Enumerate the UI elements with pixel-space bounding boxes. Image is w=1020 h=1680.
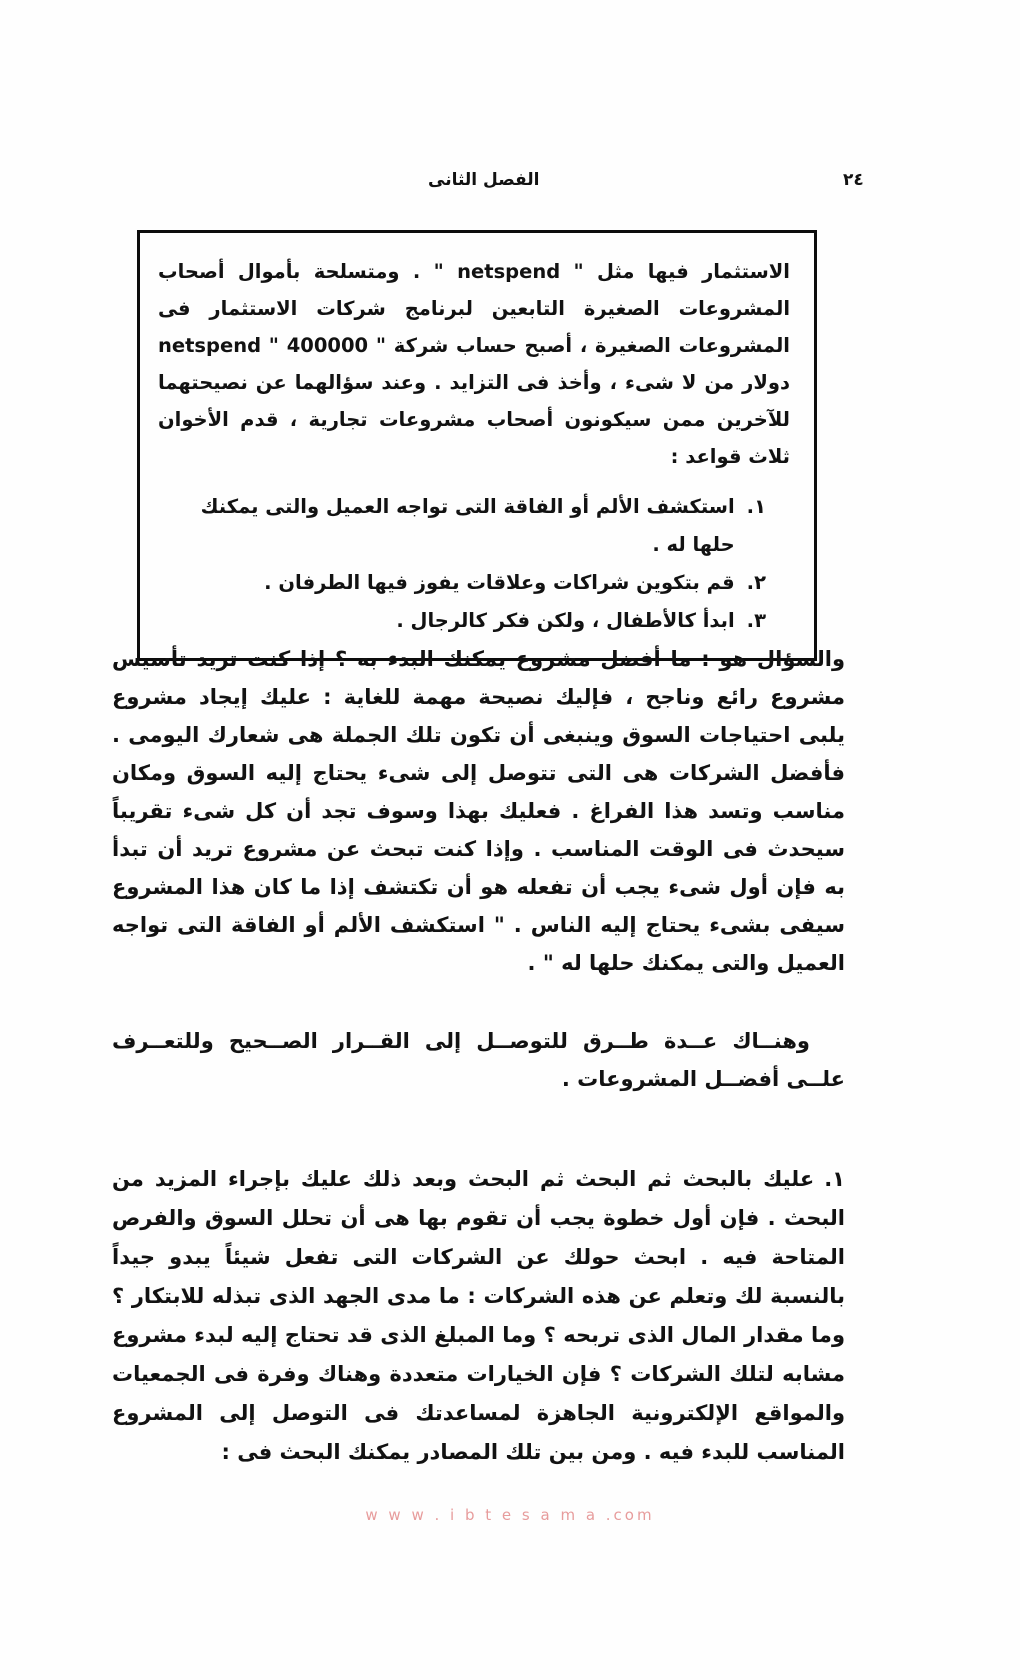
page-number: ٢٤	[843, 170, 864, 190]
rule-number: ٢.	[746, 571, 766, 594]
rule-text: ابدأ كالأطفال ، ولكن فكر كالرجال .	[396, 609, 735, 632]
list-item-text: عليك بالبحث ثم البحث ثم البحث وبعد ذلك عليك بإجراء المزيد من البحث . فإن أول خطوة يجب أن تقوم بها هى أن تحلل السوق والفرص المتاحة فيه . ابحث حولك عن الشركات التى تفعل شيئاً يبدو جيداً بالنسبة لك وتعلم عن هذه الشركات : ما مدى الجهد الذى تبذله للابتكار ؟ وما مقدار المال الذى تربحه ؟ وما المبلغ الذى قد تحتاج إليه لبدء مشروع مشابه لتلك الشركات ؟ فإن الخيارات متعددة وهناك وفرة فى الجمعيات والمواقع الإلكترونية الجاهزة لمساعدتك فى التوصل إلى المشروع المناسب للبدء فيه . ومن بين تلك المصادر يمكنك البحث فى :	[112, 1167, 845, 1464]
framed-quote-box	[137, 230, 817, 661]
chapter-title: الفصل الثانى	[428, 170, 540, 190]
site-watermark: w w w . i b t e s a m a .com	[365, 1506, 655, 1524]
rule-number: ٣.	[746, 609, 766, 632]
box-paragraph: الاستثمار فيها مثل " netspend " . ومتسلحة بأموال أصحاب المشروعات الصغيرة التابعين لبرنامج شركات الاستثمار فى المشروعات الصغيرة ، أصبح حساب شركة " netspend " 400000 دولار من لا شىء ، وأخذ فى التزايد . وعند سؤالهما عن نصيحتهما للآخرين ممن سيكونون أصحاب مشروعات تجارية ، قدم الأخوان ثلاث قواعد :	[158, 260, 790, 468]
box-rules-list	[158, 488, 790, 640]
rule-text: قم بتكوين شراكات وعلاقات يفوز فيها الطرفان .	[264, 571, 735, 594]
list-item-number: ١.	[824, 1167, 845, 1191]
rule-item-2	[158, 564, 766, 602]
rule-number: ١.	[746, 495, 766, 518]
rule-item-3	[158, 602, 766, 640]
numbered-list-item-1	[112, 1160, 845, 1472]
rule-item-1	[158, 488, 766, 564]
body-paragraph-1: والسؤال هو : ما أفضل مشروع يمكنك البدء به ؟ إذا كنت تريد تأسيس مشروع رائع وناجح ، فإليك نصيحة مهمة للغاية : عليك إيجاد مشروع يلبى احتياجات السوق وينبغى أن تكون تلك الجملة هى شعارك اليومى . فأفضل الشركات هى التى تتوصل إلى شىء يحتاج إليه السوق ومكان مناسب وتسد هذا الفراغ . فعليك بهذا وسوف تجد أن كل شىء تقريباً سيحدث فى الوقت المناسب . وإذا كنت تبحث عن مشروع تريد أن تبدأ به فإن أول شىء يجب أن تفعله هو أن تكتشف إذا ما كان هذا المشروع سيفى بشىء يحتاج إليه الناس . " استكشف الألم أو الفاقة التى تواجه العميل والتى يمكنك حلها له " .	[112, 647, 845, 975]
body-paragraph-2: وهنــاك عــدة طــرق للتوصــل إلى القــرار الصــحيح وللتعــرف علــى أفضــل المشروعات .	[112, 1029, 845, 1091]
rule-text: استكشف الألم أو الفاقة التى تواجه العميل والتى يمكنك حلها له .	[200, 495, 735, 556]
